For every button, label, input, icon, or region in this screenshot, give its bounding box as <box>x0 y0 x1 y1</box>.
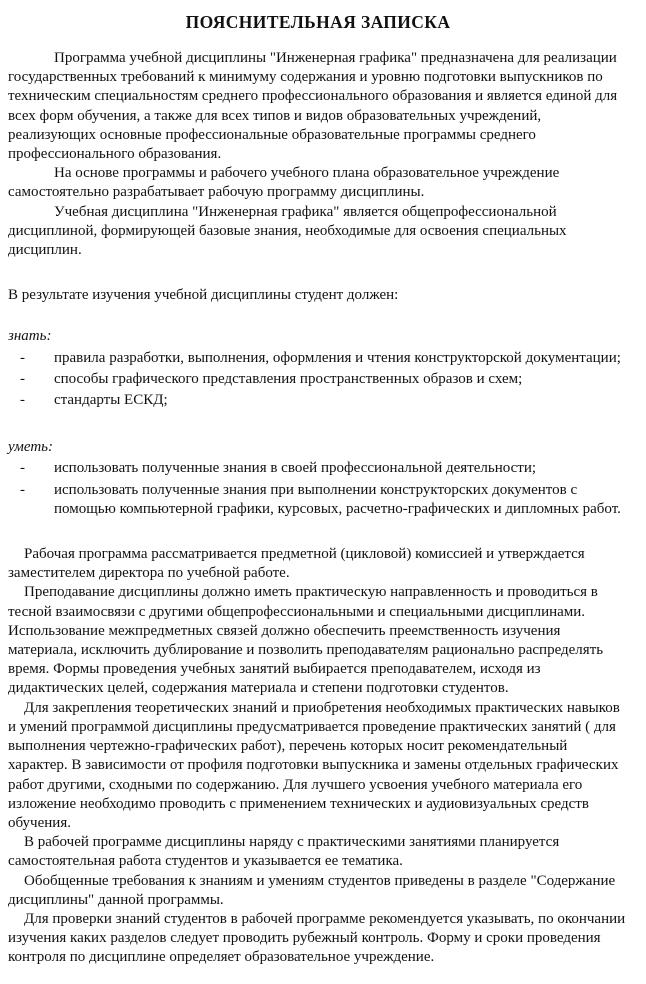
list-item <box>8 481 628 519</box>
know-label: знать: <box>8 328 52 345</box>
body-paragraph-3: Для закрепления теоретических знаний и приобретения необходимых практических навыков и умений программой дисциплины предусматривается проведение практических занятий ( для выполнения чертежно-графических работ), перечень которых носит рекомендательный характер. В зависимости от профиля подготовки выпускника и замены отдельных графических работ другими, сходными по содержанию. Для лучшего усвоения учебного материала его изложение необходимо проводить с применением технических и аудиовизуальных средств обучения. <box>8 699 620 831</box>
intro-paragraph-1: Программа учебной дисциплины "Инженерная графика" предназначена для реализации государственных требований к минимуму содержания и уровню подготовки выпускников по техническим специальностям среднего профессионального образования и является единой для всех форм обучения, а также для всех типов и видов образовательных учреждений, реализующих основные профессиональные образовательные программы среднего профессионального образования. <box>8 50 618 163</box>
can-list <box>8 459 628 519</box>
body-paragraph-6: Для проверки знаний студентов в рабочей программе рекомендуется указывать, по окончании изучения каких разделов следует проводить рубежный контроль. Форму и сроки проведения контроля по дисциплине определяет образовательное учреждение. <box>8 910 626 966</box>
dash-bullet: - <box>20 481 25 498</box>
can-label: уметь: <box>8 439 53 456</box>
list-item <box>8 459 628 478</box>
dash-bullet: - <box>20 392 25 409</box>
body-paragraph-5: Обобщенные требования к знаниям и умениям студентов приведены в разделе "Содержание дисциплины" данной программы. <box>8 872 616 908</box>
know-item-text: стандарты ЕСКД; <box>54 392 168 409</box>
body-paragraph-2: Преподавание дисциплины должно иметь практическую направленность и проводиться в тесной взаимосвязи с другими общепрофессиональными и специальными дисциплинами. Использование межпредметных связей должно обеспечить преемственность изучения материала, исключить дублирование и позволить преподавателям рационально распределять время. Формы проведения учебных занятий выбирается преподавателем, исходя из дидактических целей, содержания материала и степени подготовки студентов. <box>8 584 604 697</box>
intro-paragraph-3: Учебная дисциплина "Инженерная графика" является общепрофессиональной дисциплиной, формирующей базовые знания, необходимые для освоения специальных дисциплин. <box>8 203 567 259</box>
dash-bullet: - <box>20 349 25 366</box>
body-paragraph-1: Рабочая программа рассматривается предметной (цикловой) комиссией и утверждается заместителем директора по учебной работе. <box>8 546 585 582</box>
body-section <box>8 545 628 967</box>
list-item <box>8 349 628 368</box>
dash-bullet: - <box>20 460 25 477</box>
dash-bullet: - <box>20 370 25 387</box>
body-paragraph-4: В рабочей программе дисциплины наряду с практическими занятиями планируется самостоятельная работа студентов и указывается ее тематика. <box>8 834 560 870</box>
know-item-text: правила разработки, выполнения, оформления и чтения конструкторской документации; <box>54 349 621 366</box>
can-item-text: использовать полученные знания при выполнении конструкторских документов с помощью компьютерной графики, курсовых, расчетно-графических и дипломных работ. <box>54 481 621 517</box>
list-item <box>8 370 628 389</box>
can-item-text: использовать полученные знания в своей профессиональной деятельности; <box>54 460 537 477</box>
intro-paragraph-2: На основе программы и рабочего учебного плана образовательное учреждение самостоятельно разрабатывает рабочую программу дисциплины. <box>8 165 560 201</box>
document-title: ПОЯСНИТЕЛЬНАЯ ЗАПИСКА <box>185 12 451 32</box>
list-item <box>8 391 628 410</box>
result-lead: В результате изучения учебной дисциплины студент должен: <box>8 287 399 304</box>
know-list <box>8 349 628 411</box>
know-item-text: способы графического представления пространственных образов и схем; <box>54 370 523 387</box>
